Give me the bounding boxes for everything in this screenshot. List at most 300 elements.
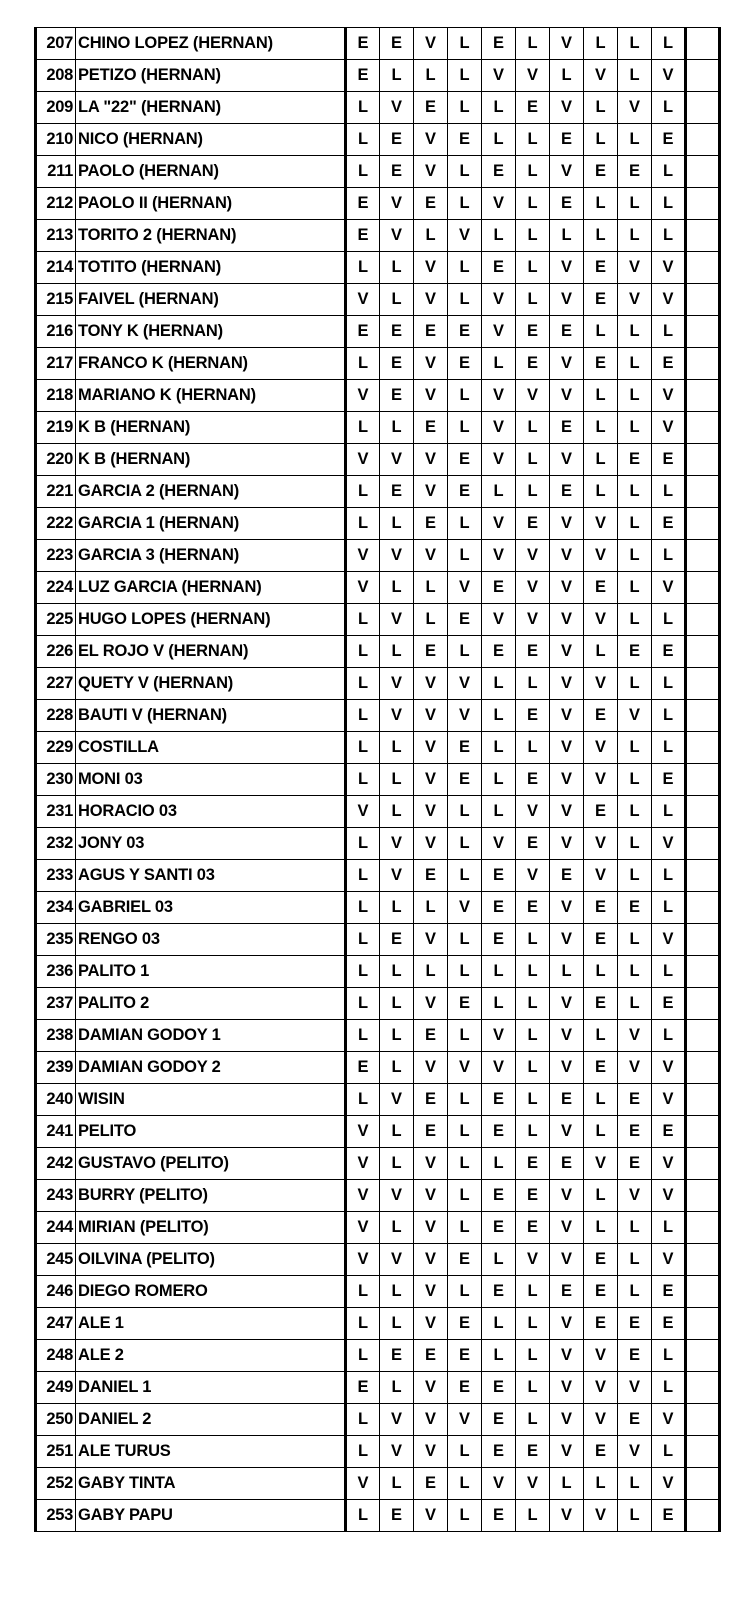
pick-cell: L <box>584 1212 618 1244</box>
table-row <box>36 732 720 764</box>
score-cell <box>686 1500 720 1532</box>
pick-cell: L <box>516 988 550 1020</box>
pick-cell: L <box>618 924 652 956</box>
score-cell <box>686 732 720 764</box>
pick-cell: V <box>414 124 448 156</box>
pick-cell: L <box>652 1372 686 1404</box>
pick-cell: L <box>584 412 618 444</box>
table-row <box>36 1180 720 1212</box>
pick-cell: L <box>516 444 550 476</box>
pick-cell: E <box>584 988 618 1020</box>
pick-cell: L <box>346 988 380 1020</box>
pick-cell: V <box>584 60 618 92</box>
pick-cell: V <box>584 540 618 572</box>
pick-cell: E <box>380 476 414 508</box>
pick-cell: V <box>414 476 448 508</box>
score-cell <box>686 156 720 188</box>
player-name: EL ROJO V (HERNAN) <box>76 636 346 668</box>
pick-cell: L <box>448 796 482 828</box>
pick-cell: E <box>482 252 516 284</box>
pick-cell: V <box>482 60 516 92</box>
pick-cell: V <box>380 1180 414 1212</box>
pick-cell: L <box>448 156 482 188</box>
score-cell <box>686 1468 720 1500</box>
entry-number: 247 <box>36 1308 76 1340</box>
pick-cell: L <box>346 828 380 860</box>
pick-cell: E <box>346 220 380 252</box>
pick-cell: L <box>516 476 550 508</box>
pick-cell: V <box>550 444 584 476</box>
pick-cell: L <box>618 732 652 764</box>
pick-cell: E <box>482 1372 516 1404</box>
pick-cell: L <box>652 1020 686 1052</box>
pick-cell: L <box>584 124 618 156</box>
pick-cell: L <box>346 668 380 700</box>
pick-cell: V <box>652 412 686 444</box>
pick-cell: L <box>516 956 550 988</box>
pick-cell: E <box>380 1340 414 1372</box>
table-row <box>36 508 720 540</box>
entry-number: 248 <box>36 1340 76 1372</box>
pick-cell: L <box>652 956 686 988</box>
pick-cell: L <box>584 1180 618 1212</box>
pick-cell: L <box>482 1244 516 1276</box>
pick-cell: E <box>414 412 448 444</box>
pick-cell: E <box>448 1308 482 1340</box>
pick-cell: L <box>652 188 686 220</box>
pick-cell: V <box>414 988 448 1020</box>
pick-cell: L <box>346 860 380 892</box>
pick-cell: V <box>482 412 516 444</box>
pick-cell: E <box>448 604 482 636</box>
pick-cell: E <box>652 124 686 156</box>
pick-cell: L <box>584 1020 618 1052</box>
pick-cell: V <box>550 1436 584 1468</box>
entry-number: 249 <box>36 1372 76 1404</box>
score-cell <box>686 476 720 508</box>
pick-cell: L <box>652 540 686 572</box>
pick-cell: L <box>448 1020 482 1052</box>
pick-cell: V <box>448 892 482 924</box>
pick-cell: L <box>584 1116 618 1148</box>
pick-cell: V <box>550 1244 584 1276</box>
score-cell <box>686 348 720 380</box>
pick-cell: V <box>414 924 448 956</box>
pick-cell: E <box>516 92 550 124</box>
pick-cell: V <box>652 1404 686 1436</box>
pick-cell: L <box>652 92 686 124</box>
pick-cell: V <box>414 764 448 796</box>
pick-cell: E <box>414 636 448 668</box>
pick-cell: E <box>584 252 618 284</box>
pick-cell: E <box>652 1276 686 1308</box>
pick-cell: V <box>414 156 448 188</box>
pick-cell: V <box>550 252 584 284</box>
pick-cell: L <box>380 1052 414 1084</box>
pick-cell: E <box>414 316 448 348</box>
player-name: ALE 1 <box>76 1308 346 1340</box>
pick-cell: E <box>584 700 618 732</box>
pick-cell: V <box>482 828 516 860</box>
pick-cell: V <box>550 796 584 828</box>
pick-cell: E <box>550 412 584 444</box>
pick-cell: E <box>448 764 482 796</box>
pick-cell: V <box>346 1212 380 1244</box>
entry-number: 215 <box>36 284 76 316</box>
score-cell <box>686 444 720 476</box>
pick-cell: V <box>584 732 618 764</box>
pick-cell: L <box>652 316 686 348</box>
pick-cell: E <box>482 1084 516 1116</box>
pick-cell: L <box>516 252 550 284</box>
pick-cell: L <box>584 956 618 988</box>
pick-cell: L <box>346 892 380 924</box>
entry-number: 210 <box>36 124 76 156</box>
player-name: GARCIA 3 (HERNAN) <box>76 540 346 572</box>
player-name: CHINO LOPEZ (HERNAN) <box>76 28 346 60</box>
pick-cell: V <box>414 1180 448 1212</box>
score-cell <box>686 1404 720 1436</box>
pick-cell: E <box>618 636 652 668</box>
player-name: QUETY V (HERNAN) <box>76 668 346 700</box>
player-name: AGUS Y SANTI 03 <box>76 860 346 892</box>
pick-cell: L <box>550 1468 584 1500</box>
pick-cell: V <box>550 764 584 796</box>
entry-number: 237 <box>36 988 76 1020</box>
pick-cell: V <box>448 220 482 252</box>
table-row <box>36 1212 720 1244</box>
pick-cell: L <box>516 1116 550 1148</box>
table-row <box>36 380 720 412</box>
pick-cell: L <box>448 380 482 412</box>
pick-cell: L <box>618 540 652 572</box>
pick-cell: V <box>550 988 584 1020</box>
pick-cell: V <box>652 572 686 604</box>
table-row <box>36 668 720 700</box>
pick-cell: E <box>550 1276 584 1308</box>
pick-cell: E <box>380 348 414 380</box>
pick-cell: L <box>448 1148 482 1180</box>
pick-cell: E <box>618 1340 652 1372</box>
pick-cell: V <box>618 1436 652 1468</box>
score-cell <box>686 1084 720 1116</box>
player-name: DAMIAN GODOY 2 <box>76 1052 346 1084</box>
pick-cell: V <box>550 156 584 188</box>
pick-cell: L <box>618 412 652 444</box>
pick-cell: L <box>482 764 516 796</box>
pick-cell: V <box>482 444 516 476</box>
pick-cell: V <box>584 668 618 700</box>
pick-cell: L <box>380 988 414 1020</box>
pick-cell: V <box>516 572 550 604</box>
pick-cell: E <box>516 348 550 380</box>
pick-cell: L <box>380 508 414 540</box>
table-row <box>36 1084 720 1116</box>
pick-cell: E <box>516 700 550 732</box>
pick-cell: E <box>618 156 652 188</box>
pick-cell: L <box>482 476 516 508</box>
table-row <box>36 92 720 124</box>
player-name: LA "22" (HERNAN) <box>76 92 346 124</box>
pick-cell: L <box>346 124 380 156</box>
pick-cell: L <box>414 956 448 988</box>
pick-cell: L <box>448 1084 482 1116</box>
pick-cell: V <box>550 892 584 924</box>
table-row <box>36 764 720 796</box>
entry-number: 219 <box>36 412 76 444</box>
pick-cell: E <box>482 1180 516 1212</box>
player-name: GARCIA 2 (HERNAN) <box>76 476 346 508</box>
pick-cell: V <box>516 540 550 572</box>
entry-number: 226 <box>36 636 76 668</box>
pick-cell: V <box>414 1244 448 1276</box>
entry-number: 228 <box>36 700 76 732</box>
pick-cell: L <box>516 1020 550 1052</box>
score-cell <box>686 220 720 252</box>
pick-cell: L <box>652 156 686 188</box>
score-cell <box>686 60 720 92</box>
pick-cell: V <box>516 796 550 828</box>
pick-cell: L <box>618 1500 652 1532</box>
pick-cell: L <box>448 252 482 284</box>
pick-cell: L <box>618 796 652 828</box>
pick-cell: V <box>516 860 550 892</box>
pick-cell: E <box>584 284 618 316</box>
pick-cell: L <box>346 604 380 636</box>
table-row <box>36 1148 720 1180</box>
pick-cell: L <box>448 1212 482 1244</box>
pick-cell: E <box>516 892 550 924</box>
pick-cell: V <box>550 380 584 412</box>
pick-cell: V <box>448 668 482 700</box>
entry-number: 233 <box>36 860 76 892</box>
score-cell <box>686 252 720 284</box>
entry-number: 207 <box>36 28 76 60</box>
pick-cell: E <box>584 1276 618 1308</box>
table-row <box>36 956 720 988</box>
pick-cell: V <box>584 828 618 860</box>
pick-cell: L <box>346 636 380 668</box>
pick-cell: L <box>346 1084 380 1116</box>
player-name: RENGO 03 <box>76 924 346 956</box>
pick-cell: L <box>346 476 380 508</box>
pick-cell: V <box>516 60 550 92</box>
pick-cell: V <box>550 348 584 380</box>
pick-cell: L <box>380 764 414 796</box>
entry-number: 229 <box>36 732 76 764</box>
pick-cell: V <box>550 1372 584 1404</box>
pick-cell: L <box>380 1020 414 1052</box>
score-cell <box>686 604 720 636</box>
player-name: GABY PAPU <box>76 1500 346 1532</box>
pick-cell: E <box>414 508 448 540</box>
table-row <box>36 28 720 60</box>
pick-cell: E <box>414 1116 448 1148</box>
pick-cell: E <box>482 636 516 668</box>
pick-cell: V <box>414 1372 448 1404</box>
player-name: HORACIO 03 <box>76 796 346 828</box>
pick-cell: V <box>550 732 584 764</box>
pick-cell: E <box>448 1244 482 1276</box>
entry-number: 211 <box>36 156 76 188</box>
pick-cell: V <box>652 924 686 956</box>
pick-cell: V <box>482 188 516 220</box>
pick-cell: E <box>482 1500 516 1532</box>
entry-number: 225 <box>36 604 76 636</box>
score-cell <box>686 412 720 444</box>
pick-cell: L <box>448 1116 482 1148</box>
score-cell <box>686 316 720 348</box>
player-name: GABRIEL 03 <box>76 892 346 924</box>
score-cell <box>686 1212 720 1244</box>
pick-cell: V <box>380 700 414 732</box>
score-cell <box>686 1340 720 1372</box>
score-cell <box>686 828 720 860</box>
pick-cell: E <box>550 124 584 156</box>
pick-cell: V <box>550 508 584 540</box>
pick-cell: E <box>346 1372 380 1404</box>
score-cell <box>686 1052 720 1084</box>
player-name: DAMIAN GODOY 1 <box>76 1020 346 1052</box>
pick-cell: V <box>550 1308 584 1340</box>
pick-cell: V <box>550 1340 584 1372</box>
pick-cell: L <box>550 60 584 92</box>
pick-cell: V <box>516 604 550 636</box>
score-cell <box>686 188 720 220</box>
pick-cell: V <box>618 1020 652 1052</box>
pick-cell: L <box>516 188 550 220</box>
pick-cell: V <box>550 828 584 860</box>
pick-cell: V <box>550 92 584 124</box>
pick-cell: E <box>380 1500 414 1532</box>
pick-cell: E <box>618 1404 652 1436</box>
pick-cell: L <box>380 1308 414 1340</box>
player-name: WISIN <box>76 1084 346 1116</box>
table-row <box>36 924 720 956</box>
pick-cell: L <box>618 348 652 380</box>
score-cell <box>686 380 720 412</box>
pick-cell: V <box>346 796 380 828</box>
pick-cell: L <box>584 1468 618 1500</box>
player-name: GABY TINTA <box>76 1468 346 1500</box>
table-row <box>36 636 720 668</box>
player-name: MIRIAN (PELITO) <box>76 1212 346 1244</box>
pick-cell: L <box>448 1180 482 1212</box>
table-row <box>36 1052 720 1084</box>
pick-cell: V <box>584 1148 618 1180</box>
pick-cell: L <box>380 60 414 92</box>
pick-cell: L <box>652 860 686 892</box>
pick-cell: V <box>414 380 448 412</box>
pick-cell: L <box>516 1052 550 1084</box>
pick-cell: E <box>482 1212 516 1244</box>
table-row <box>36 188 720 220</box>
pick-cell: L <box>346 412 380 444</box>
pick-cell: V <box>380 1084 414 1116</box>
pick-cell: L <box>652 700 686 732</box>
pick-cell: V <box>482 316 516 348</box>
pick-cell: V <box>448 700 482 732</box>
pick-cell: E <box>448 124 482 156</box>
pick-cell: E <box>584 156 618 188</box>
player-name: PELITO <box>76 1116 346 1148</box>
pick-cell: L <box>482 348 516 380</box>
pick-cell: E <box>516 636 550 668</box>
pick-cell: E <box>346 316 380 348</box>
entry-number: 250 <box>36 1404 76 1436</box>
entry-number: 218 <box>36 380 76 412</box>
pick-cell: V <box>346 1116 380 1148</box>
pick-cell: L <box>618 860 652 892</box>
pick-cell: V <box>346 1244 380 1276</box>
entry-number: 242 <box>36 1148 76 1180</box>
player-name: OILVINA (PELITO) <box>76 1244 346 1276</box>
pick-cell: L <box>516 1404 550 1436</box>
pick-cell: L <box>516 412 550 444</box>
pick-cell: E <box>618 444 652 476</box>
pick-cell: V <box>618 1180 652 1212</box>
pick-cell: V <box>618 700 652 732</box>
player-name: MARIANO K (HERNAN) <box>76 380 346 412</box>
pick-cell: E <box>652 508 686 540</box>
table-row <box>36 572 720 604</box>
pick-cell: E <box>380 380 414 412</box>
pick-cell: E <box>448 732 482 764</box>
pick-cell: V <box>414 252 448 284</box>
pick-cell: L <box>482 124 516 156</box>
pick-cell: E <box>482 1436 516 1468</box>
pick-cell: L <box>380 636 414 668</box>
player-name: COSTILLA <box>76 732 346 764</box>
pick-cell: L <box>618 124 652 156</box>
entry-number: 253 <box>36 1500 76 1532</box>
pick-cell: E <box>380 124 414 156</box>
pick-cell: L <box>618 828 652 860</box>
pick-cell: L <box>618 668 652 700</box>
pick-cell: V <box>550 636 584 668</box>
pick-cell: L <box>652 220 686 252</box>
pick-cell: E <box>414 860 448 892</box>
pick-cell: V <box>380 828 414 860</box>
entry-number: 252 <box>36 1468 76 1500</box>
pick-cell: V <box>550 1212 584 1244</box>
pick-cell: V <box>380 860 414 892</box>
player-name: PAOLO (HERNAN) <box>76 156 346 188</box>
pick-cell: L <box>380 284 414 316</box>
pick-cell: E <box>584 1244 618 1276</box>
entry-number: 224 <box>36 572 76 604</box>
pick-cell: V <box>652 1052 686 1084</box>
pick-cell: V <box>346 444 380 476</box>
entry-number: 231 <box>36 796 76 828</box>
pick-cell: V <box>550 1404 584 1436</box>
pick-cell: L <box>380 956 414 988</box>
pick-cell: E <box>346 60 380 92</box>
player-name: GARCIA 1 (HERNAN) <box>76 508 346 540</box>
score-cell <box>686 28 720 60</box>
entry-number: 209 <box>36 92 76 124</box>
player-name: K B (HERNAN) <box>76 412 346 444</box>
pick-cell: V <box>380 220 414 252</box>
pick-cell: L <box>584 380 618 412</box>
player-name: DANIEL 1 <box>76 1372 346 1404</box>
pick-cell: E <box>584 924 618 956</box>
player-name: PETIZO (HERNAN) <box>76 60 346 92</box>
pick-cell: L <box>652 1340 686 1372</box>
pick-cell: L <box>346 1404 380 1436</box>
score-cell <box>686 284 720 316</box>
pick-cell: V <box>550 604 584 636</box>
